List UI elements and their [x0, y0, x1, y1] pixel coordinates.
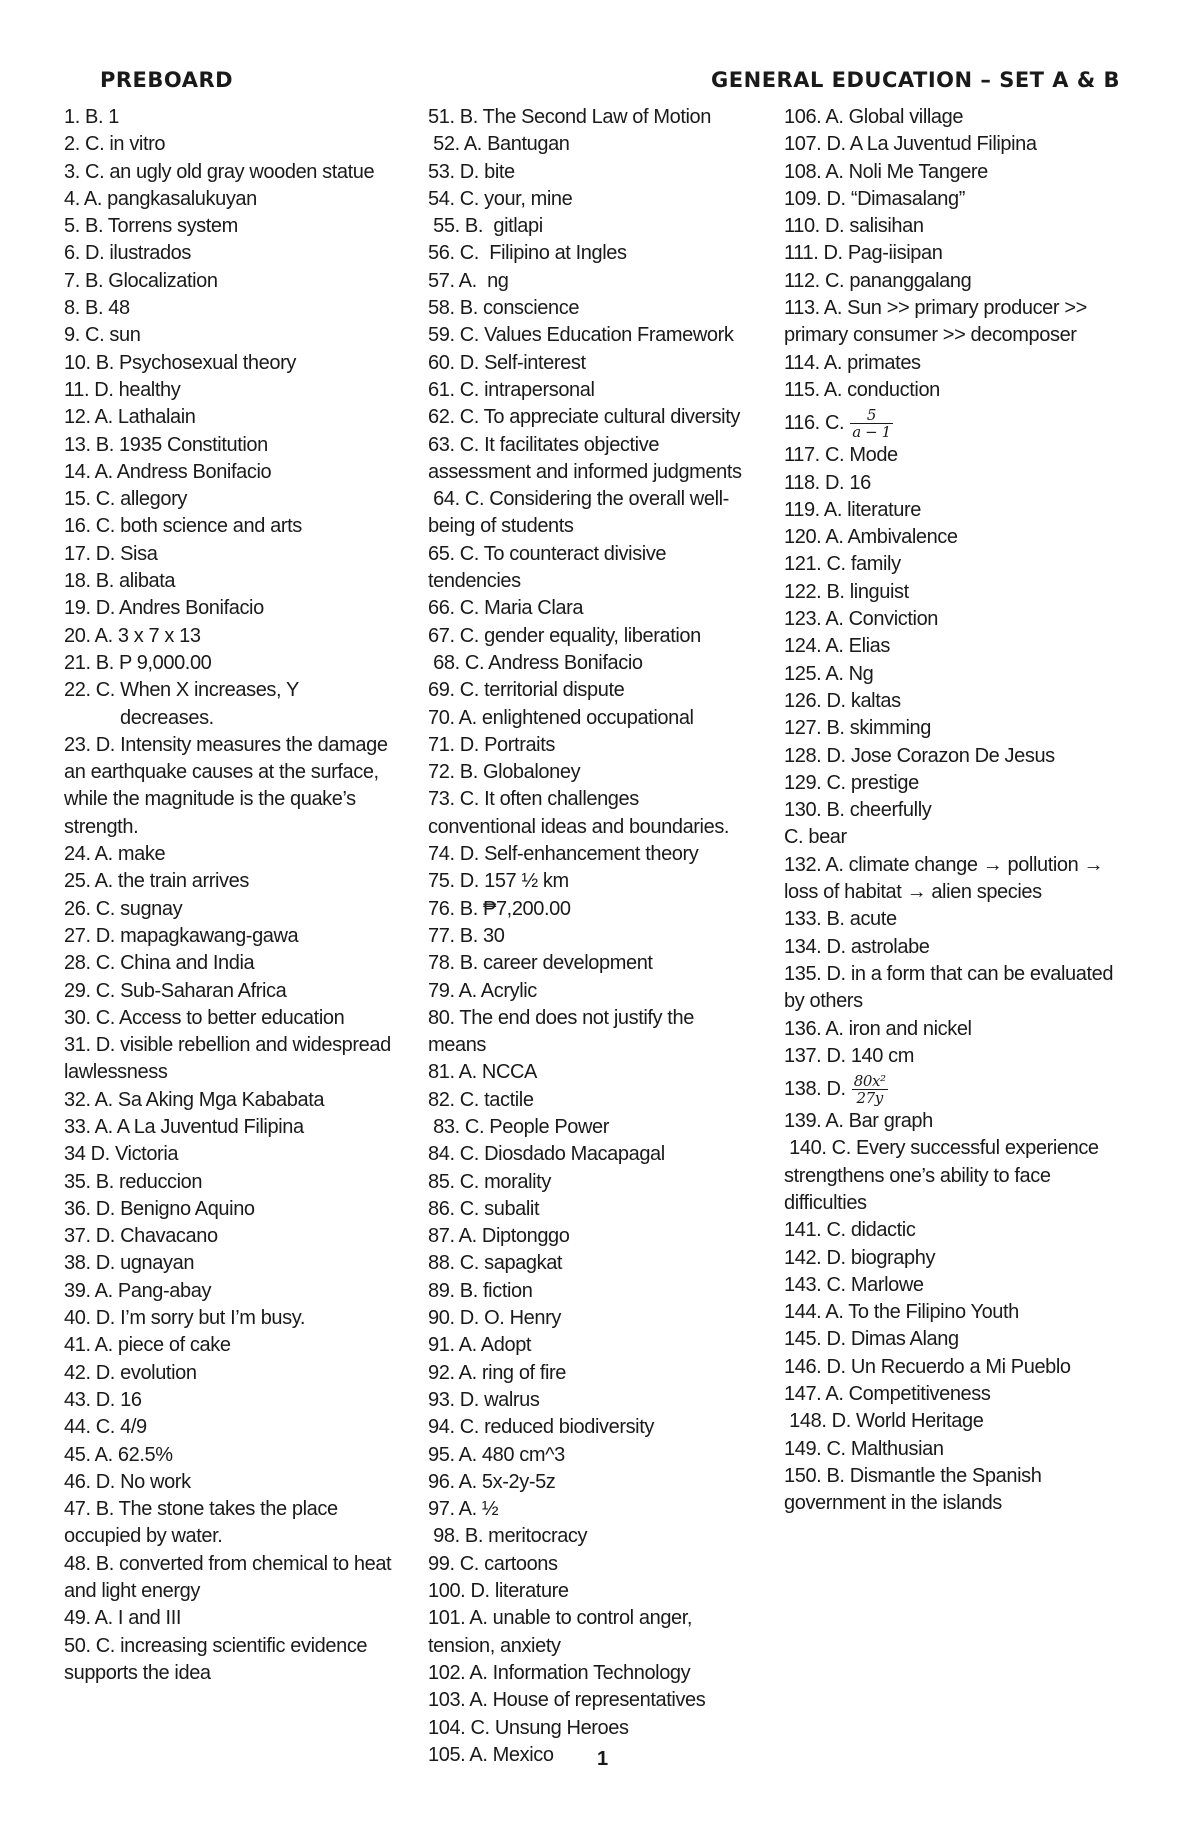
answer-line: 12. A. Lathalain — [64, 406, 196, 429]
answer-line: tension, anxiety — [428, 1634, 561, 1657]
answer-line: 125. A. Ng — [784, 662, 874, 685]
answer-line: 120. A. Ambivalence — [784, 526, 958, 549]
answer-line: 135. D. in a form that can be evaluated — [784, 962, 1114, 985]
answer-line: 106. A. Global village — [784, 106, 964, 128]
answer-line: being of students — [428, 515, 574, 538]
answer-line: 88. C. sapagkat — [428, 1252, 563, 1275]
answer-line: 29. C. Sub-Saharan Africa — [64, 979, 287, 1002]
answer-line: 35. B. reduccion — [64, 1170, 203, 1193]
answer-line: 66. C. Maria Clara — [428, 597, 584, 620]
answer-line: 48. B. converted from chemical to heat — [64, 1552, 392, 1575]
answer-line: 96. A. 5x-2y-5z — [428, 1470, 556, 1493]
answer-line: 139. A. Bar graph — [784, 1110, 933, 1133]
answer-line: difficulties — [784, 1191, 867, 1214]
answer-line: 80. The end does not justify the — [428, 1006, 694, 1029]
answer-line: 47. B. The stone takes the place — [64, 1498, 338, 1521]
answer-line: 25. A. the train arrives — [64, 870, 249, 893]
answer-line: 132. A. climate change → pollution → — [784, 853, 1104, 876]
answer-line: 56. C. Filipino at Ingles — [428, 242, 627, 265]
header-title-left: PREBOARD — [100, 68, 234, 92]
answer-line: decreases. — [120, 706, 214, 729]
fraction-numerator: 80x² — [853, 1072, 886, 1091]
answer-line: 19. D. Andres Bonifacio — [64, 597, 264, 620]
answer-line: 63. C. It facilitates objective — [428, 433, 660, 456]
answer-line: 114. A. primates — [784, 351, 921, 374]
answer-line: 20. A. 3 x 7 x 13 — [64, 624, 201, 647]
answer-line: occupied by water. — [64, 1525, 223, 1548]
answer-line: 37. D. Chavacano — [64, 1225, 218, 1248]
answer-line: 79. A. Acrylic — [428, 979, 537, 1002]
answer-line: 61. C. intrapersonal — [428, 378, 595, 401]
answer-line: 60. D. Self-interest — [428, 351, 586, 374]
answer-line: 21. B. P 9,000.00 — [64, 651, 212, 674]
answer-line: 113. A. Sun >> primary producer >> — [784, 297, 1087, 320]
answer-line: 77. B. 30 — [428, 924, 505, 947]
answer-line: 51. B. The Second Law of Motion — [428, 106, 711, 128]
answer-line: 27. D. mapagkawang-gawa — [64, 924, 299, 947]
answer-line: 100. D. literature — [428, 1580, 569, 1603]
answer-line: 4. A. pangkasalukuyan — [64, 187, 257, 210]
answer-line: 58. B. conscience — [428, 297, 580, 320]
answer-line: 103. A. House of representatives — [428, 1689, 706, 1712]
answer-line: 92. A. ring of fire — [428, 1361, 567, 1384]
answer-line-fraction — [784, 1070, 1129, 1108]
answer-line: 16. C. both science and arts — [64, 515, 302, 538]
answer-line: 65. C. To counteract divisive — [428, 542, 667, 565]
answer-line: 39. A. Pang-abay — [64, 1279, 212, 1302]
answer-line: 6. D. ilustrados — [64, 242, 191, 265]
answer-line: 126. D. kaltas — [784, 689, 901, 712]
answer-line: 137. D. 140 cm — [784, 1044, 915, 1067]
answer-line: 69. C. territorial dispute — [428, 679, 625, 702]
answer-line: an earthquake causes at the surface, — [64, 761, 379, 784]
answer-line: 124. A. Elias — [784, 635, 890, 658]
answer-line: 59. C. Values Education Framework — [428, 324, 734, 347]
answer-line: strengthens one’s ability to face — [784, 1164, 1051, 1187]
answer-line: 38. D. ugnayan — [64, 1252, 195, 1275]
answer-line: 10. B. Psychosexual theory — [64, 351, 296, 374]
fraction-numerator: 5 — [850, 407, 893, 424]
answer-line: 52. A. Bantugan — [428, 133, 570, 156]
answer-line: 36. D. Benigno Aquino — [64, 1197, 255, 1220]
answer-line: 115. A. conduction — [784, 378, 940, 401]
answer-line: 73. C. It often challenges — [428, 788, 639, 811]
answer-line: 55. B. gitlapi — [428, 215, 543, 238]
answer-line: 64. C. Considering the overall well- — [428, 488, 729, 511]
answer-line: primary consumer >> decomposer — [784, 324, 1077, 347]
answer-line: 119. A. literature — [784, 498, 921, 521]
answer-line: 133. B. acute — [784, 908, 897, 931]
answer-line: 46. D. No work — [64, 1470, 191, 1493]
answer-line: by others — [784, 990, 863, 1013]
answer-line: 40. D. I’m sorry but I’m busy. — [64, 1307, 306, 1330]
answer-line: C. bear — [784, 826, 847, 849]
answer-line: 18. B. alibata — [64, 570, 176, 593]
answer-line: 149. C. Malthusian — [784, 1437, 944, 1460]
answer-line: 134. D. astrolabe — [784, 935, 930, 958]
answer-line: 108. A. Noli Me Tangere — [784, 160, 988, 183]
answer-line: 34 D. Victoria — [64, 1143, 179, 1166]
answer-line: tendencies — [428, 570, 521, 593]
answer-line: 49. A. I and III — [64, 1607, 182, 1630]
answer-line: 7. B. Glocalization — [64, 269, 218, 292]
answer-line: 83. C. People Power — [428, 1115, 610, 1138]
answer-line: 11. D. healthy — [64, 378, 181, 401]
answer-line: 75. D. 157 ½ km — [428, 870, 569, 893]
answer-line: supports the idea — [64, 1661, 211, 1684]
answer-line: 91. A. Adopt — [428, 1334, 532, 1357]
answer-line: 26. C. sugnay — [64, 897, 183, 920]
answer-line: 15. C. allegory — [64, 488, 187, 511]
answer-column-2 — [428, 104, 768, 1769]
answer-line: 71. D. Portraits — [428, 733, 555, 756]
answer-line: 141. C. didactic — [784, 1219, 916, 1242]
answer-line: 89. B. fiction — [428, 1279, 533, 1302]
answer-line: 102. A. Information Technology — [428, 1661, 691, 1684]
answer-line: 142. D. biography — [784, 1246, 936, 1269]
answer-line: 9. C. sun — [64, 324, 141, 347]
answer-line: 28. C. China and India — [64, 952, 255, 975]
answer-line: conventional ideas and boundaries. — [428, 815, 730, 838]
fraction — [850, 407, 893, 440]
fraction-denominator: a − 1 — [852, 423, 891, 442]
page-number: 1 — [597, 1748, 609, 1770]
answer-prefix: 138. D. — [784, 1078, 846, 1101]
answer-line: 74. D. Self-enhancement theory — [428, 843, 699, 866]
answer-line: 94. C. reduced biodiversity — [428, 1416, 654, 1439]
answer-line: 23. D. Intensity measures the damage — [64, 733, 388, 756]
answer-line: loss of habitat → alien species — [784, 881, 1042, 904]
answer-line: means — [428, 1034, 487, 1057]
header-title-right: GENERAL EDUCATION – SET A & B — [711, 68, 1120, 92]
answer-line: 130. B. cheerfully — [784, 799, 932, 822]
answer-line: 2. C. in vitro — [64, 133, 166, 156]
answer-line: 129. C. prestige — [784, 771, 919, 794]
answer-line: 148. D. World Heritage — [784, 1410, 984, 1433]
answer-line: 98. B. meritocracy — [428, 1525, 588, 1548]
answer-line: 147. A. Competitiveness — [784, 1383, 991, 1406]
answer-line: 76. B. ₱7,200.00 — [428, 897, 571, 920]
answer-line: 117. C. Mode — [784, 444, 898, 467]
answer-line: 62. C. To appreciate cultural diversity — [428, 406, 740, 429]
answer-line: 107. D. A La Juventud Filipina — [784, 133, 1037, 156]
answer-line: 123. A. Conviction — [784, 608, 939, 631]
answer-line: 44. C. 4/9 — [64, 1416, 147, 1439]
answer-line: 70. A. enlightened occupational — [428, 706, 694, 729]
answer-line: 104. C. Unsung Heroes — [428, 1716, 629, 1739]
answer-line: 82. C. tactile — [428, 1088, 534, 1111]
answer-line: 54. C. your, mine — [428, 187, 573, 210]
answer-line: 110. D. salisihan — [784, 215, 924, 238]
answer-column-1 — [64, 104, 409, 1687]
answer-line: 150. B. Dismantle the Spanish — [784, 1464, 1042, 1487]
answer-line: 128. D. Jose Corazon De Jesus — [784, 744, 1055, 767]
answer-line: 42. D. evolution — [64, 1361, 197, 1384]
answer-line: 105. A. Mexico — [428, 1743, 554, 1766]
answer-line: 101. A. unable to control anger, — [428, 1607, 693, 1630]
answer-line: 72. B. Globaloney — [428, 761, 581, 784]
fraction-denominator: 27y — [856, 1089, 883, 1108]
answer-line: 90. D. O. Henry — [428, 1307, 561, 1330]
answer-line: 5. B. Torrens system — [64, 215, 238, 238]
answer-line: 136. A. iron and nickel — [784, 1017, 972, 1040]
answer-line: 87. A. Diptonggo — [428, 1225, 570, 1248]
answer-line: 86. C. subalit — [428, 1197, 540, 1220]
answer-line: 143. C. Marlowe — [784, 1273, 924, 1296]
answer-line: 8. B. 48 — [64, 297, 130, 320]
answer-line: 53. D. bite — [428, 160, 515, 183]
fraction — [852, 1073, 888, 1106]
answer-line: 78. B. career development — [428, 952, 653, 975]
answer-line: 24. A. make — [64, 843, 166, 866]
answer-line: 57. A. ng — [428, 269, 509, 292]
answer-line: 140. C. Every successful experience — [784, 1137, 1099, 1160]
answer-column-3 — [784, 104, 1129, 1518]
answer-line: 31. D. visible rebellion and widespread — [64, 1034, 391, 1057]
answer-line: 14. A. Andress Bonifacio — [64, 460, 272, 483]
answer-line: 33. A. A La Juventud Filipina — [64, 1115, 304, 1138]
answer-line: 30. C. Access to better education — [64, 1006, 345, 1029]
answer-line: 41. A. piece of cake — [64, 1334, 231, 1357]
answer-line: 43. D. 16 — [64, 1388, 142, 1411]
answer-line: 32. A. Sa Aking Mga Kababata — [64, 1088, 325, 1111]
answer-line: 95. A. 480 cm^3 — [428, 1443, 565, 1466]
answer-line: while the magnitude is the quake’s — [64, 788, 356, 811]
answer-line: 118. D. 16 — [784, 471, 871, 494]
answer-line: 1. B. 1 — [64, 106, 120, 128]
answer-line: 45. A. 62.5% — [64, 1443, 173, 1466]
answer-line: 127. B. skimming — [784, 717, 931, 740]
answer-line-fraction — [784, 404, 1129, 442]
answer-line: strength. — [64, 815, 139, 838]
answer-line: 145. D. Dimas Alang — [784, 1328, 959, 1351]
answer-line: 111. D. Pag-iisipan — [784, 242, 943, 265]
answer-line: 85. C. morality — [428, 1170, 551, 1193]
answer-line: 50. C. increasing scientific evidence — [64, 1634, 368, 1657]
answer-line: 112. C. pananggalang — [784, 269, 972, 292]
answer-prefix: 116. C. — [784, 412, 845, 435]
answer-line: 97. A. ½ — [428, 1498, 499, 1521]
answer-line: 99. C. cartoons — [428, 1552, 558, 1575]
answer-line: 68. C. Andress Bonifacio — [428, 651, 643, 674]
answer-line: and light energy — [64, 1580, 200, 1603]
answer-line: 22. C. When X increases, Y — [64, 679, 299, 702]
answer-line: 67. C. gender equality, liberation — [428, 624, 701, 647]
answer-line: 146. D. Un Recuerdo a Mi Pueblo — [784, 1355, 1071, 1378]
answer-line: 3. C. an ugly old gray wooden statue — [64, 160, 375, 183]
answer-line: assessment and informed judgments — [428, 460, 742, 483]
answer-line: 121. C. family — [784, 553, 901, 576]
answer-line: 144. A. To the Filipino Youth — [784, 1301, 1019, 1324]
answer-line: 84. C. Diosdado Macapagal — [428, 1143, 665, 1166]
answer-line: 93. D. walrus — [428, 1388, 540, 1411]
answer-line: 122. B. linguist — [784, 580, 909, 603]
answer-line: government in the islands — [784, 1492, 1002, 1515]
answer-line: 81. A. NCCA — [428, 1061, 537, 1084]
answer-line: 13. B. 1935 Constitution — [64, 433, 268, 456]
answer-line: 17. D. Sisa — [64, 542, 158, 565]
answer-line: lawlessness — [64, 1061, 168, 1084]
answer-line: 109. D. “Dimasalang” — [784, 187, 965, 210]
